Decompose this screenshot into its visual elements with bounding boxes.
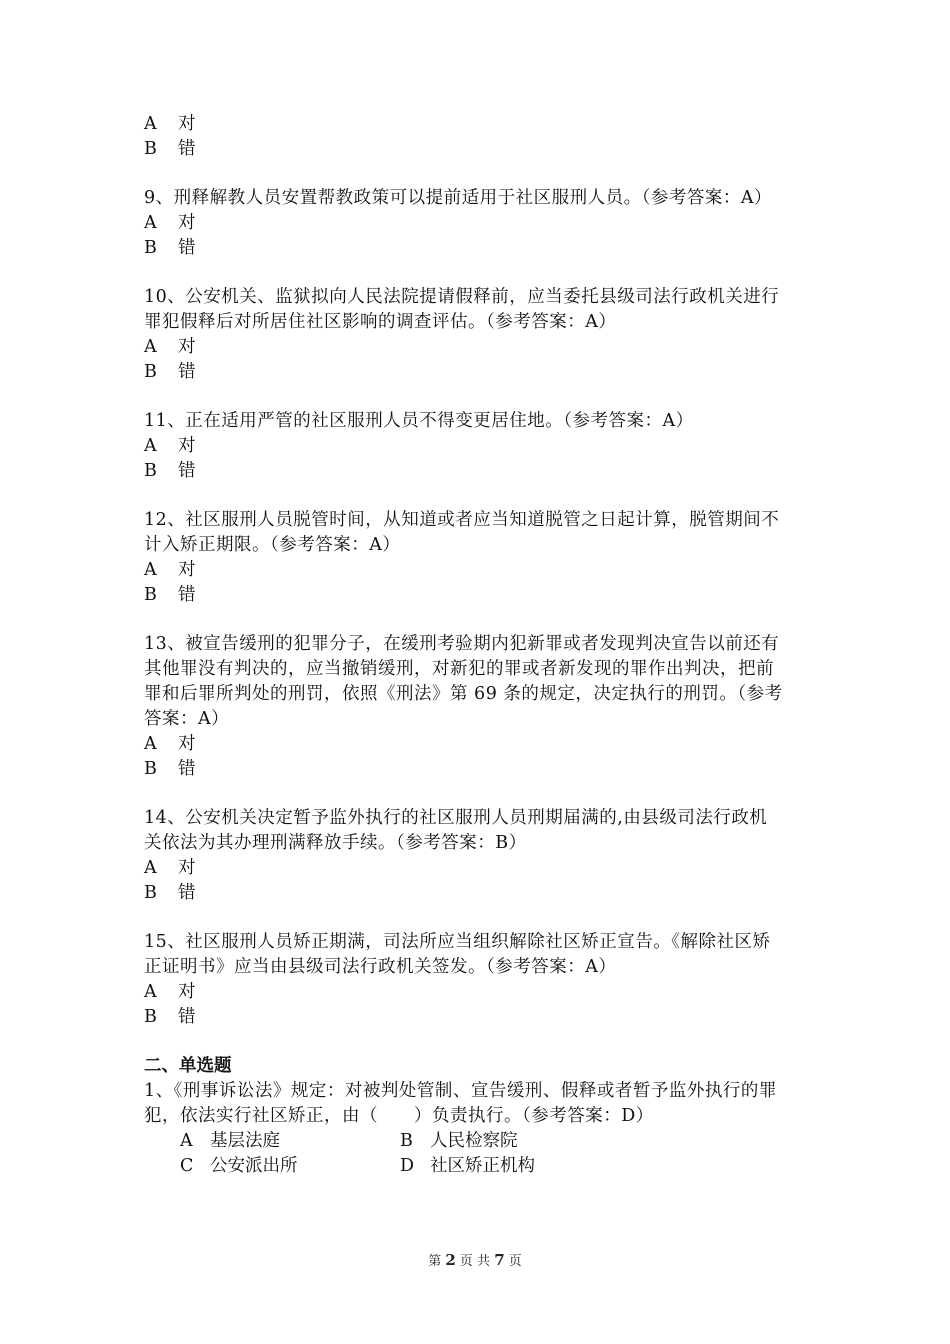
page-footer: 第 2 页 共 7 页 [428, 1251, 522, 1269]
option-b: B 错 [144, 585, 196, 605]
option-a: A 对 [144, 858, 196, 878]
choice-c: C 公安派出所 [180, 1156, 298, 1176]
question-text-line: 犯，依法实行社区矫正，由（ ）负责执行。（参考答案：D） [144, 1106, 654, 1126]
option-a: A 对 [144, 337, 196, 357]
option-a: A 对 [144, 734, 196, 754]
choice-row [144, 1154, 814, 1179]
question-item [144, 409, 814, 484]
question-text-line: 14、公安机关决定暂予监外执行的社区服刑人员刑期届满的,由县级司法行政机 [144, 808, 768, 828]
question-text-line: 答案：A） [144, 709, 230, 729]
question-text-line: 15、社区服刑人员矫正期满，司法所应当组织解除社区矫正宣告。《解除社区矫 [144, 932, 771, 952]
option-a: A 对 [144, 436, 196, 456]
mc-question [144, 1079, 814, 1129]
choice-row [144, 1129, 814, 1154]
question-text-line: 10、公安机关、监狱拟向人民法院提请假释前，应当委托县级司法行政机关进行 [144, 287, 780, 307]
question-item [144, 285, 814, 385]
question-item [144, 930, 814, 1030]
question-text-line: 1、《刑事诉讼法》规定：对被判处管制、宣告缓刑、假释或者暂予监外执行的罪 [144, 1081, 777, 1101]
option-b: B 错 [144, 883, 196, 903]
question-item [144, 632, 814, 782]
option-a: A 对 [144, 114, 196, 134]
option-a: A 对 [144, 560, 196, 580]
section-heading: 二、单选题 [144, 1056, 232, 1076]
choice-d: D 社区矫正机构 [400, 1156, 535, 1176]
option-a: A 对 [144, 213, 196, 233]
question-list [144, 162, 814, 1030]
option-b: B 错 [144, 1007, 196, 1027]
question-item [144, 186, 814, 261]
question-text-line: 关依法为其办理刑满释放手续。（参考答案：B） [144, 833, 527, 853]
question-text-line: 罪和后罪所判处的刑罚，依照《刑法》第 69 条的规定，决定执行的刑罚。（参考 [144, 684, 783, 704]
option-a: A 对 [144, 982, 196, 1002]
option-b: B 错 [144, 461, 196, 481]
option-b: B 错 [144, 759, 196, 779]
option-b: B 错 [144, 139, 196, 159]
question-text-line: 9、刑释解教人员安置帮教政策可以提前适用于社区服刑人员。（参考答案：A） [144, 188, 773, 208]
top-options [144, 112, 814, 162]
document-page [144, 112, 814, 1179]
choice-a: A 基层法庭 [180, 1131, 280, 1151]
question-text-line: 计入矫正期限。（参考答案：A） [144, 535, 401, 555]
question-text-line: 11、正在适用严管的社区服刑人员不得变更居住地。（参考答案：A） [144, 411, 694, 431]
question-item [144, 508, 814, 608]
question-text-line: 正证明书》应当由县级司法行政机关签发。（参考答案：A） [144, 957, 617, 977]
question-text-line: 罪犯假释后对所居住社区影响的调查评估。（参考答案：A） [144, 312, 617, 332]
option-b: B 错 [144, 362, 196, 382]
option-b: B 错 [144, 238, 196, 258]
question-text-line: 12、社区服刑人员脱管时间，从知道或者应当知道脱管之日起计算，脱管期间不 [144, 510, 780, 530]
question-text-line: 13、被宣告缓刑的犯罪分子，在缓刑考验期内犯新罪或者发现判决宣告以前还有 [144, 634, 780, 654]
question-item [144, 806, 814, 906]
question-text-line: 其他罪没有判决的，应当撤销缓刑，对新犯的罪或者新发现的罪作出判决，把前 [144, 659, 774, 679]
choice-b: B 人民检察院 [400, 1131, 518, 1151]
